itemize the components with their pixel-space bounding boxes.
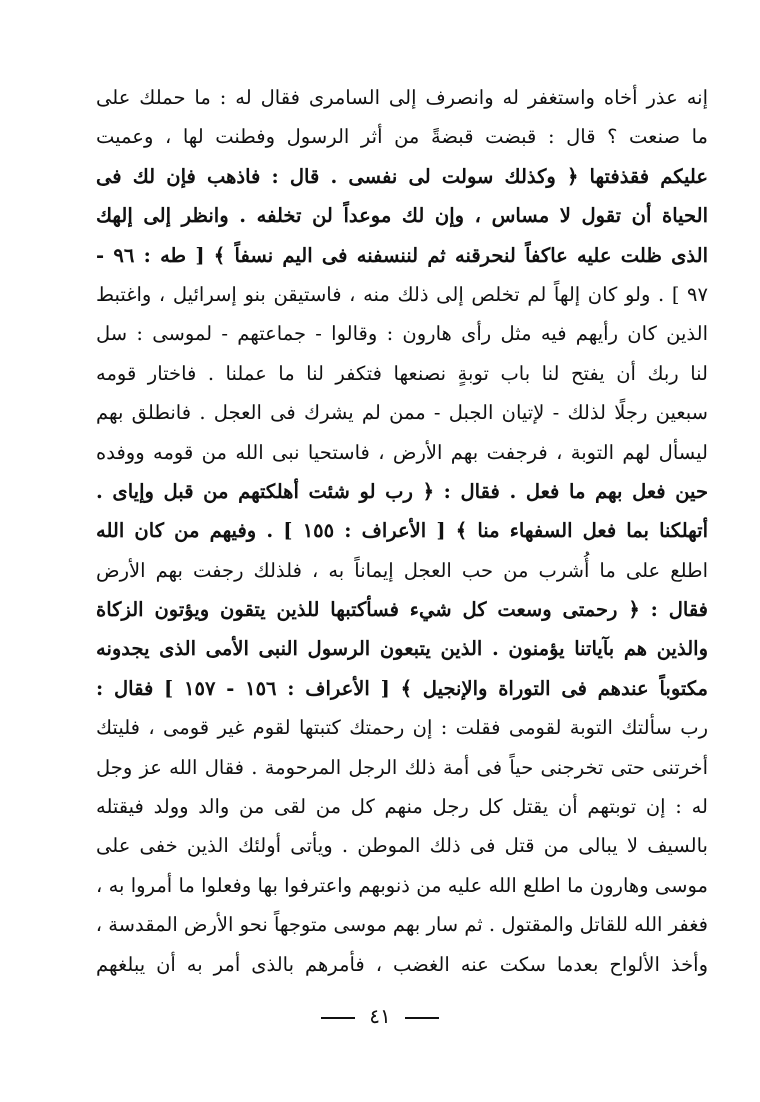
text-line: ما صنعت ؟ قال : قبضت قبضةً من أثر الرسول وفطنت لها ، وعميت	[96, 125, 708, 149]
text-line: فقال : ﴿ رحمتى وسعت كل شيء فسأكتبها للذين يتقون ويؤتون الزكاة	[96, 598, 708, 622]
page-footer	[0, 1004, 760, 1028]
text-line: رب سألتك التوبة لقومى فقلت : إن رحمتك كتبتها لقوم غير قومى ، فليتك	[96, 716, 708, 740]
text-line: سبعين رجلًا لذلك - لإتيان الجبل - ممن لم يشرك فى العجل . فانطلق بهم	[96, 401, 708, 425]
text-line: لنا ربك أن يفتح لنا باب توبةٍ نصنعها فتكفر لنا ما عملنا . فاختار قومه	[96, 361, 708, 385]
text-line: عليكم فقذفتها ﴿ وكذلك سولت لى نفسى . قال : فاذهب فإن لك فى	[96, 164, 708, 188]
text-line: أتهلكنا بما فعل السفهاء منا ﴾ [ الأعراف : ١٥٥ ] . وفيهم من كان الله	[96, 519, 708, 543]
text-line: حين فعل بهم ما فعل . فقال : ﴿ رب لو شئت أهلكتهم من قبل وإياى .	[96, 479, 708, 503]
text-line: وأخذ الألواح بعدما سكت عنه الغضب ، فأمرهم بالذى أمر به أن يبلغهم	[96, 952, 708, 976]
text-line: الذى ظلت عليه عاكفاً لنحرقنه ثم لننسفنه فى اليم نسفاً ﴾ [ طه : ٩٦ -	[96, 243, 708, 267]
page-body	[96, 78, 708, 984]
text-line: ٩٧ ] . ولو كان إلهاً لم تخلص إلى ذلك منه ، فاستيقن بنو إسرائيل ، واغتبط	[96, 282, 708, 306]
text-line: فغفر الله للقاتل والمقتول . ثم سار بهم موسى متوجهاً نحو الأرض المقدسة ،	[96, 913, 708, 937]
text-line: إنه عذر أخاه واستغفر له وانصرف إلى السامرى فقال له : ما حملك على	[96, 86, 708, 109]
text-line: بالسيف لا يبالى من قتل فى ذلك الموطن . ويأتى أولئك الذين خفى على	[96, 834, 708, 858]
text-line: مكتوباً عندهم فى التوراة والإنجيل ﴾ [ الأعراف : ١٥٦ - ١٥٧ ] فقال :	[96, 676, 708, 700]
text-line: ليسأل لهم التوبة ، فرجفت بهم الأرض ، فاستحيا نبى الله من قومه ووفده	[96, 440, 708, 464]
text-line: اطلع على ما أُشرب من حب العجل إيماناً به ، فلذلك رجفت بهم الأرض	[96, 558, 708, 582]
text-line: له : إن توبتهم أن يقتل كل رجل منهم كل من لقى من والد وولد فيقتله	[96, 795, 708, 819]
page-number: ٤١	[369, 1004, 391, 1028]
text-line: الذين كان رأيهم فيه مثل رأى هارون : وقالوا - جماعتهم - لموسى : سل	[96, 322, 708, 346]
text-line: والذين هم بآياتنا يؤمنون . الذين يتبعون الرسول النبى الأمى الذى يجدونه	[96, 637, 708, 661]
footer-dash-right	[405, 1017, 439, 1019]
text-line: موسى وهارون ما اطلع الله عليه من ذنوبهم واعترفوا بها وفعلوا ما أمروا به ،	[96, 873, 708, 897]
text-line: أخرتنى حتى تخرجنى حياً فى أمة ذلك الرجل المرحومة . فقال الله عز وجل	[96, 755, 708, 779]
footer-dash-left	[321, 1017, 355, 1019]
text-line: الحياة أن تقول لا مساس ، وإن لك موعداً لن تخلفه . وانظر إلى إلهك	[96, 204, 708, 228]
